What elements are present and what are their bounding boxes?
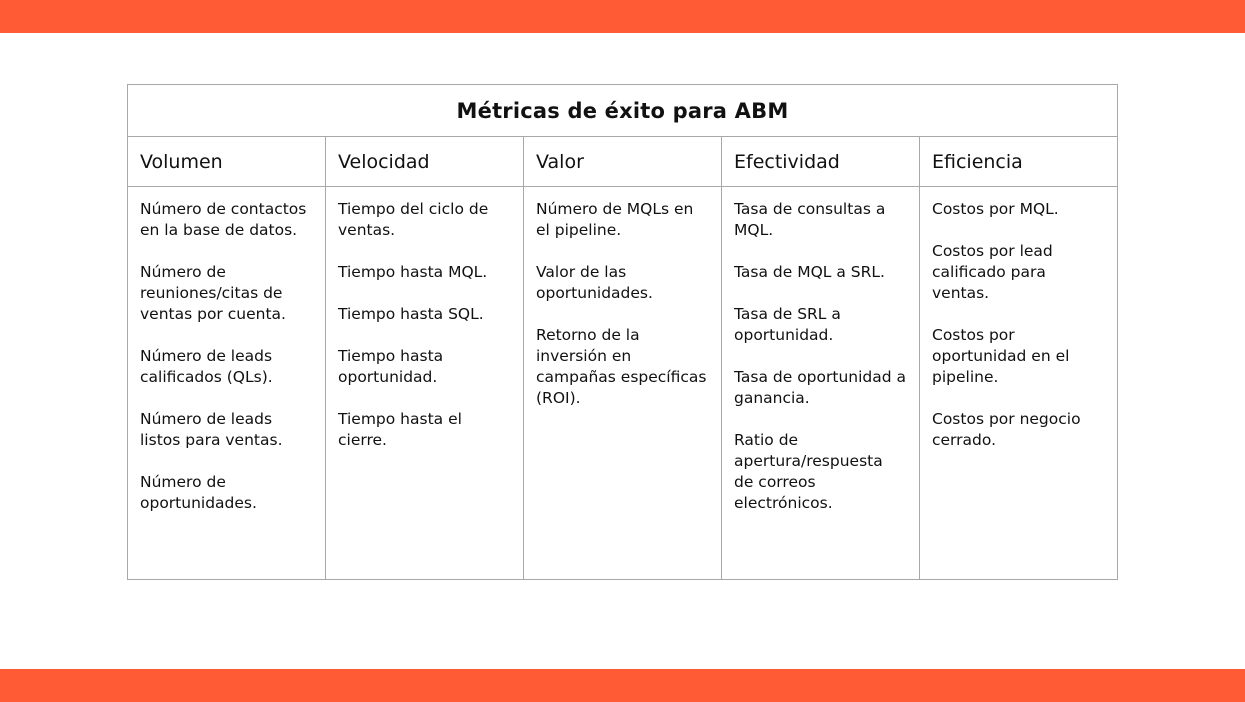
column-header-velocidad: Velocidad bbox=[326, 137, 524, 187]
abm-metrics-table bbox=[127, 84, 1118, 580]
top-accent-bar bbox=[0, 0, 1245, 33]
metric-item: Tiempo hasta el cierre. bbox=[338, 410, 462, 449]
column-efectividad bbox=[722, 187, 920, 580]
column-volumen bbox=[128, 187, 326, 580]
metric-item: Ratio de apertura/respuesta de correos electrónicos. bbox=[734, 431, 883, 512]
column-header-volumen: Volumen bbox=[128, 137, 326, 187]
metric-item: Tiempo hasta SQL. bbox=[338, 305, 484, 323]
metric-item: Costos por lead calificado para ventas. bbox=[932, 242, 1053, 302]
metric-item: Tiempo del ciclo de ventas. bbox=[338, 200, 489, 239]
column-header-eficiencia: Eficiencia bbox=[920, 137, 1118, 187]
metric-item: Retorno de la inversión en campañas específicas (ROI). bbox=[536, 326, 707, 407]
column-velocidad bbox=[326, 187, 524, 580]
metric-item: Número de MQLs en el pipeline. bbox=[536, 200, 694, 239]
column-header-efectividad: Efectividad bbox=[722, 137, 920, 187]
metric-item: Costos por oportunidad en el pipeline. bbox=[932, 326, 1070, 386]
column-eficiencia bbox=[920, 187, 1118, 580]
table-title: Métricas de éxito para ABM bbox=[128, 85, 1118, 137]
metric-item: Tasa de MQL a SRL. bbox=[734, 263, 885, 281]
bottom-accent-bar bbox=[0, 669, 1245, 702]
metric-item: Tasa de consultas a MQL. bbox=[734, 200, 886, 239]
column-valor bbox=[524, 187, 722, 580]
metric-item: Tasa de oportunidad a ganancia. bbox=[734, 368, 907, 407]
metric-item: Número de leads calificados (QLs). bbox=[140, 347, 273, 386]
metric-item: Tasa de SRL a oportunidad. bbox=[734, 305, 841, 344]
metric-item: Valor de las oportunidades. bbox=[536, 263, 653, 302]
column-header-valor: Valor bbox=[524, 137, 722, 187]
metric-item: Número de reuniones/citas de ventas por cuenta. bbox=[140, 263, 286, 323]
metric-item: Número de contactos en la base de datos. bbox=[140, 200, 307, 239]
metric-item: Tiempo hasta MQL. bbox=[338, 263, 488, 281]
metric-item: Costos por MQL. bbox=[932, 200, 1059, 218]
metric-item: Número de oportunidades. bbox=[140, 473, 257, 512]
metric-item: Tiempo hasta oportunidad. bbox=[338, 347, 444, 386]
metric-item: Costos por negocio cerrado. bbox=[932, 410, 1081, 449]
metric-item: Número de leads listos para ventas. bbox=[140, 410, 283, 449]
